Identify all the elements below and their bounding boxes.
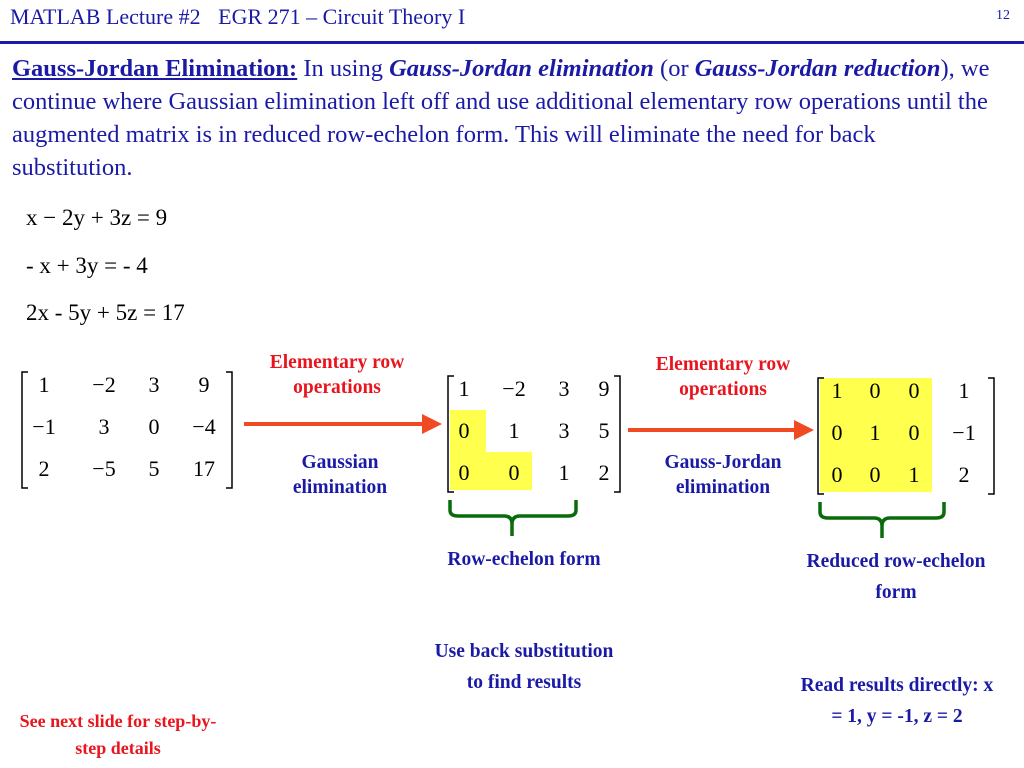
matrix-cell: 1 <box>458 376 470 401</box>
matrix-cell: 1 <box>908 462 920 487</box>
equation-3: 2x - 5y + 5z = 17 <box>26 300 185 325</box>
matrix-cell: −5 <box>92 456 116 481</box>
matrix-cell: 3 <box>98 414 110 439</box>
arrow1-operation-label: Elementary row operations <box>269 352 405 398</box>
matrix-cell: 9 <box>198 372 210 397</box>
reduced-row-echelon-matrix <box>816 376 996 496</box>
intro-text-3: ), we continue where Gaussian elimination left off and use additional elementary row operations until the augmented matrix is in reduced row-echelon form. This will eliminate the need for back substitution. <box>12 55 990 181</box>
next-slide-note: See next slide for step-by-step details <box>19 711 217 758</box>
matrix-cell: 5 <box>148 456 160 481</box>
matrix-cell: 0 <box>908 378 920 403</box>
matrix-cell: 2 <box>38 456 50 481</box>
row-echelon-title: Row-echelon form <box>447 549 601 570</box>
matrix-cell: −2 <box>502 376 526 401</box>
arrow2-method-label: Gauss-Jordan elimination <box>664 452 782 498</box>
matrix-cell: 0 <box>869 462 881 487</box>
matrix-cell: 3 <box>558 376 570 401</box>
course-title: EGR 271 – Circuit Theory I <box>218 4 466 29</box>
augmented-matrix <box>20 370 234 490</box>
matrix-cell: −1 <box>952 420 976 445</box>
header-divider <box>0 41 1024 44</box>
arrow-right-icon <box>628 418 818 442</box>
term-heading: Gauss-Jordan Elimination: <box>12 55 298 82</box>
row-echelon-brace <box>448 498 580 538</box>
matrix-cell: 1 <box>958 378 970 403</box>
matrix-cell: 9 <box>598 376 610 401</box>
lecture-title: MATLAB Lecture #2 <box>10 4 201 29</box>
slide-number: 12 <box>996 8 1010 23</box>
row-echelon-note: Use back substitution to find results <box>434 641 614 693</box>
matrix-cell: 1 <box>869 420 881 445</box>
matrix-cell: 0 <box>148 414 160 439</box>
matrix-cell: 2 <box>598 460 610 485</box>
matrix-cell: 0 <box>458 460 470 485</box>
equation-1: x − 2y + 3z = 9 <box>26 205 168 230</box>
matrix-cell: 5 <box>598 418 610 443</box>
matrix-cell: 1 <box>508 418 520 443</box>
intro-text-2: (or <box>653 55 695 82</box>
matrix-cell: 3 <box>148 372 160 397</box>
matrix-cell: 0 <box>869 378 881 403</box>
row-echelon-matrix <box>446 374 622 494</box>
matrix-cell: 1 <box>831 378 843 403</box>
matrix-cell: 2 <box>958 462 970 487</box>
intro-paragraph <box>12 52 1002 184</box>
matrix-cell: 0 <box>908 420 920 445</box>
matrix-cell: −4 <box>192 414 216 439</box>
equation-2: - x + 3y = - 4 <box>26 253 148 278</box>
intro-text-1: In using <box>297 55 390 82</box>
matrix-cell: 1 <box>558 460 570 485</box>
term-gauss-jordan-reduction: Gauss-Jordan reduction <box>694 55 941 82</box>
matrix-cell: 3 <box>558 418 570 443</box>
arrow-right-icon <box>244 412 444 436</box>
reduced-row-echelon-note: Read results directly: x = 1, y = -1, z = 2 <box>800 675 994 727</box>
matrix-cell: 17 <box>193 456 215 481</box>
matrix-cell: −1 <box>32 414 56 439</box>
matrix-cell: 0 <box>458 418 470 443</box>
reduced-row-echelon-brace <box>818 500 948 540</box>
arrow1-method-label: Gaussian elimination <box>292 452 388 498</box>
matrix-cell: −2 <box>92 372 116 397</box>
matrix-cell: 0 <box>831 420 843 445</box>
reduced-row-echelon-title: Reduced row-echelon form <box>806 551 986 603</box>
matrix-cell: 0 <box>831 462 843 487</box>
matrix-cell: 1 <box>38 372 50 397</box>
matrix-cell: 0 <box>508 460 520 485</box>
arrow2-operation-label: Elementary row operations <box>655 354 791 400</box>
term-gauss-jordan-elimination: Gauss-Jordan elimination <box>389 55 654 82</box>
slide-header <box>10 4 465 30</box>
